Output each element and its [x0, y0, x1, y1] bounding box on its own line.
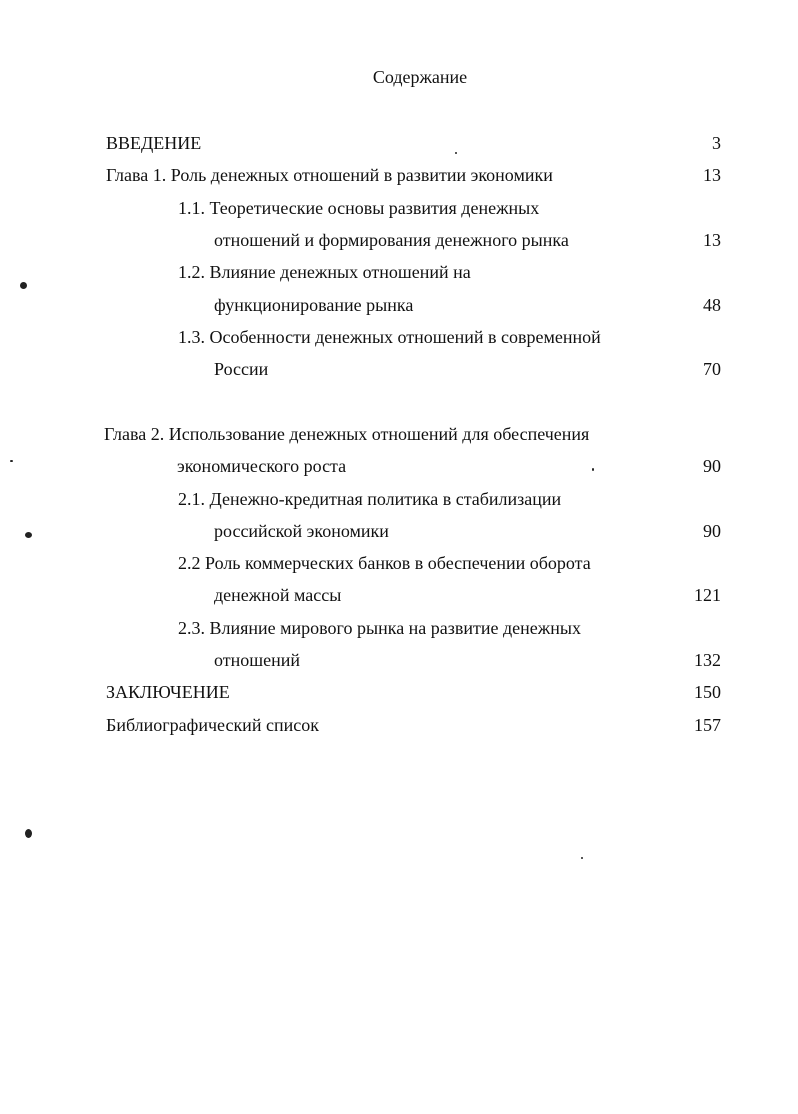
toc-entry-title-continued: отношений и формирования денежного рынка — [214, 230, 569, 250]
scan-speck — [25, 532, 32, 538]
toc-entry-title: ЗАКЛЮЧЕНИЕ — [106, 682, 230, 702]
toc-entry-title: 1.2. Влияние денежных отношений на — [178, 262, 471, 282]
scan-speck — [20, 282, 27, 289]
toc-entry-title-continued: российской экономики — [214, 521, 389, 541]
toc-entry-page: 90 — [703, 456, 721, 476]
toc-entry-page: 121 — [694, 585, 721, 605]
scan-speck — [581, 857, 583, 859]
toc-entry-title-continued: отношений — [214, 650, 301, 670]
toc-entry-title: Библиографический список — [106, 715, 319, 735]
toc-entry-page: 13 — [703, 230, 721, 250]
toc-entry-title-continued: России — [214, 359, 269, 379]
toc-entry-title: Глава 2. Использование денежных отношений для обеспечения — [104, 424, 590, 444]
toc-entry-page: 70 — [703, 359, 721, 379]
toc-entry-page: 3 — [712, 133, 721, 153]
scan-speck — [25, 829, 32, 838]
toc-entry-title: 2.2 Роль коммерческих банков в обеспечении оборота — [178, 553, 591, 573]
toc-entry-title-continued: экономического роста — [177, 456, 347, 476]
toc-entry-title: 2.1. Денежно-кредитная политика в стабилизации — [178, 489, 562, 509]
scan-speck — [10, 460, 13, 462]
toc-entry-page: 48 — [703, 295, 721, 315]
toc-entry-title-continued: денежной массы — [214, 585, 342, 605]
toc-entry-page: 157 — [694, 715, 721, 735]
toc-entry-title: ВВЕДЕНИЕ — [106, 133, 202, 153]
toc-entry-title-continued: функционирование рынка — [214, 295, 414, 315]
toc-entry-page: 150 — [694, 682, 721, 702]
toc-entry-title: 2.3. Влияние мирового рынка на развитие денежных — [178, 618, 581, 638]
scan-speck — [455, 152, 457, 154]
toc-entry-page: 90 — [703, 521, 721, 541]
toc-entry-page: 132 — [694, 650, 721, 670]
scan-speck — [592, 468, 594, 471]
page-title: Содержание — [372, 67, 468, 87]
toc-entry-title: 1.1. Теоретические основы развития денежных — [178, 198, 540, 218]
toc-entry-title: 1.3. Особенности денежных отношений в современной — [178, 327, 601, 347]
toc-entry-page: 13 — [703, 165, 721, 185]
toc-entry-title: Глава 1. Роль денежных отношений в развитии экономики — [106, 165, 553, 185]
